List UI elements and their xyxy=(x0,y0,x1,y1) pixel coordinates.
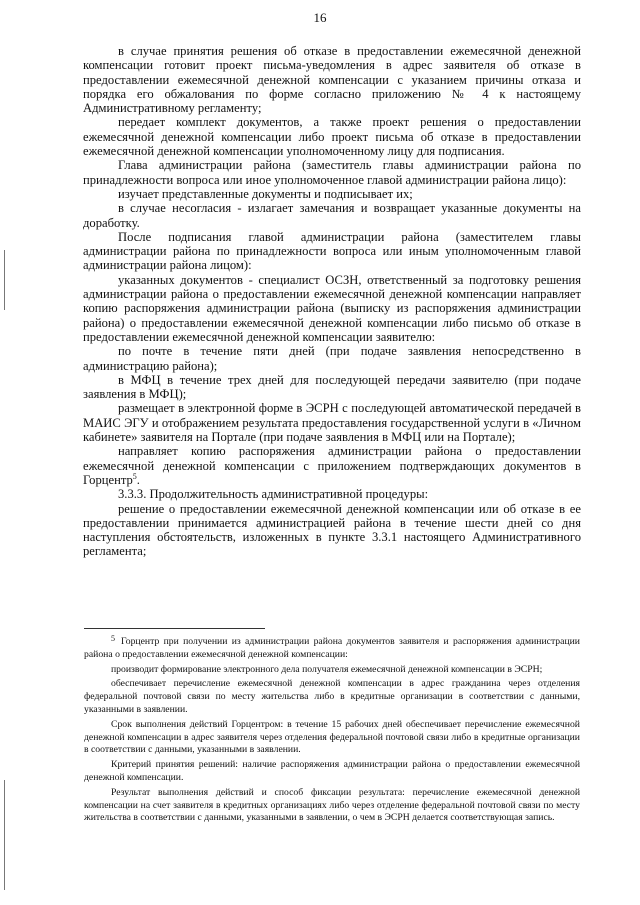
footnote-marker: 5 xyxy=(111,634,115,643)
page-number: 16 xyxy=(313,10,327,25)
paragraph: по почте в течение пяти дней (при подаче заявления непосредственно в администрацию района); xyxy=(83,344,581,373)
section-heading: 3.3.3. Продолжительность административной процедуры: xyxy=(118,487,429,502)
footnote-text: Горцентр при получении из администрации района документов заявителя и распоряжения администрации района о предоставлении ежемесячной денежной компенсации: xyxy=(84,636,580,660)
paragraph: передает комплект документов, а также проект решения о предоставлении ежемесячной денежной компенсации либо проект письма об отказе в предоставлении ежемесячной денежной компенсации уполномоченному лицу для подписания. xyxy=(83,115,581,159)
paragraph: указанных документов - специалист ОСЗН, ответственный за подготовку решения администрации района о предоставлении ежемесячной денежной компенсации направляет копию распоряжения администрации района (выписку из распоряжения администрации района) о предоставлении ежемесячной денежной компенсации либо письмо об отказе в предоставлении ежемесячной денежной компенсации заявителю: xyxy=(83,272,581,344)
paragraph-end-punctuation: . xyxy=(136,472,140,487)
scan-edge-mark xyxy=(4,250,5,310)
footnote-item xyxy=(84,633,580,662)
footnote-item: обеспечивает перечисление ежемесячной денежной компенсации в адрес гражданина через отделения федеральной почтовой связи по месту жительства либо в кредитные организации в соответствии с данными, указанными в заявлении. xyxy=(84,678,580,715)
main-text xyxy=(83,44,581,559)
footnote-item: Критерий принятия решений: наличие распоряжения администрации района о предоставлении ежемесячной денежной компенсации. xyxy=(84,759,580,783)
paragraph-with-footnote xyxy=(83,444,581,487)
paragraph: в случае принятия решения об отказе в предоставлении ежемесячной денежной компенсации готовит проект письма-уведомления в адрес заявителя об отказе в предоставлении ежемесячной денежной компенсации с указанием причины отказа и порядка его обжалования по форме согласно приложению № 4 к настоящему Административному регламенту; xyxy=(83,44,581,116)
footnote-item: производит формирование электронного дела получателя ежемесячной денежной компенсации в ЭСРН; xyxy=(111,663,543,675)
paragraph-text: направляет копию распоряжения администрации района о предоставлении ежемесячной денежной компенсации с приложением подтверждающих документов в Горцентр xyxy=(83,444,581,487)
paragraph: изучает представленные документы и подписывает их; xyxy=(118,186,413,201)
paragraph: размещает в электронной форме в ЭСРН с последующей автоматической передачей в МАИС ЭГУ и отображением результата предоставления государственной услуги в «Личном кабинете» заявителя на Портале (при подаче заявления в МФЦ или на Портале); xyxy=(83,401,581,445)
paragraph: решение о предоставлении ежемесячной денежной компенсации или об отказе в ее предоставлении принимается администрацией района в течение шести дней со дня наступления обстоятельств, изложенных в пункте 3.3.1 настоящего Административного регламента; xyxy=(83,501,581,559)
footnote-item: Результат выполнения действий и способ фиксации результата: перечисление ежемесячной денежной компенсации на счет заявителя в кредитных организациях либо через отделение федеральной почтовой связи по месту жительства в соответствии с данными, указанными в заявлении, о чем в ЭСРН делается соответствующая запись. xyxy=(84,786,580,824)
footnote-separator xyxy=(84,628,265,629)
footnotes xyxy=(84,633,580,827)
scan-edge-mark xyxy=(4,780,5,890)
paragraph: После подписания главой администрации района (заместителем главы администрации района по принадлежности вопроса или иным уполномоченным главой администрации района лицом): xyxy=(83,229,581,273)
footnote-reference: 5 xyxy=(132,471,137,481)
paragraph: в МФЦ в течение трех дней для последующей передачи заявителю (при подаче заявления в МФЦ); xyxy=(83,372,581,402)
paragraph: в случае несогласия - излагает замечания и возвращает указанные документы на доработку. xyxy=(83,201,581,230)
paragraph: Глава администрации района (заместитель главы администрации района по принадлежности вопроса или иное уполномоченное главой администрации района лицо): xyxy=(83,158,581,187)
footnote-item: Срок выполнения действий Горцентром: в течение 15 рабочих дней обеспечивает перечисление ежемесячной денежной компенсации в адрес заявителя через отделения федеральной почтовой связи либо в кредитные организации в соответствии с данными, указанными в заявлении. xyxy=(84,718,580,756)
